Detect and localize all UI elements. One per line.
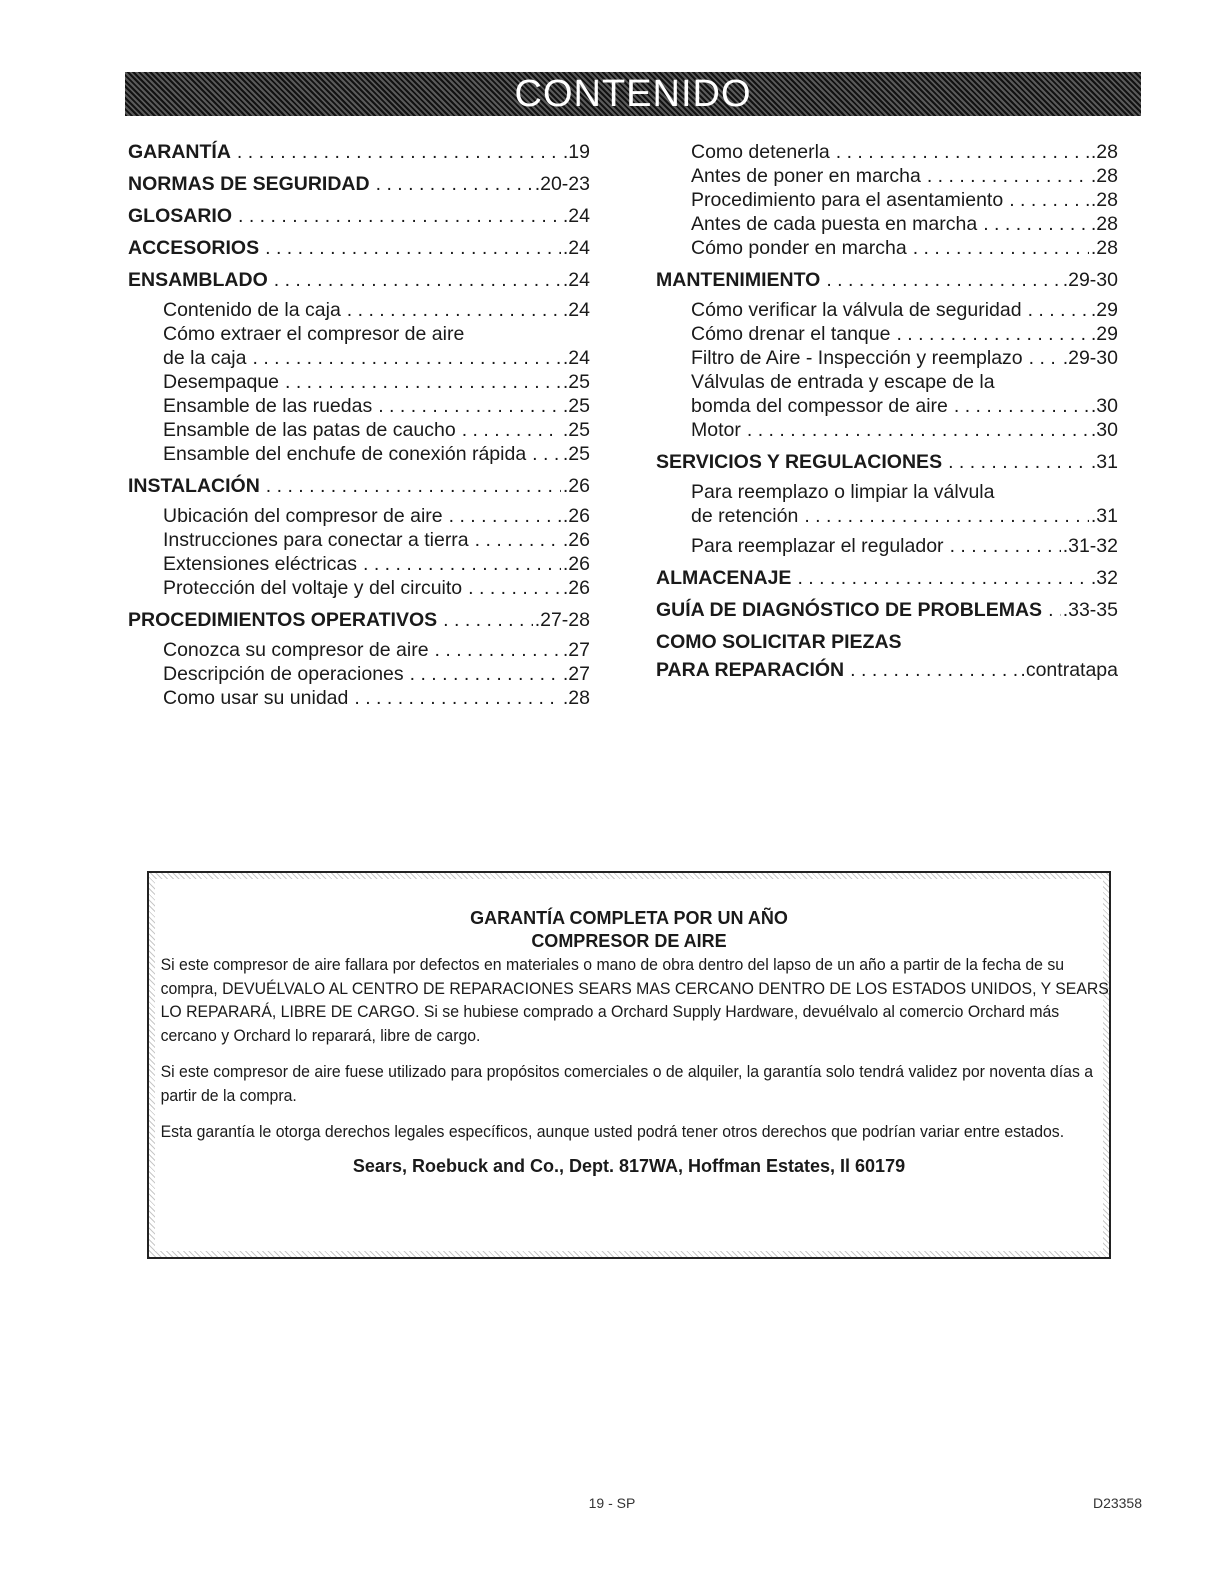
toc-entry-label: bomda del compessor de aire <box>691 395 948 417</box>
toc-entry-label: Como detenerla <box>691 141 830 163</box>
toc-leader-dots <box>410 662 561 686</box>
toc-entry-page: .28 <box>1090 213 1118 235</box>
toc-entry-label: Conozca su compresor de aire <box>163 639 429 661</box>
toc-entry-label: Motor <box>691 419 741 441</box>
toc-entry <box>656 212 1118 236</box>
toc-entry-page: .29-30 <box>1062 347 1118 369</box>
toc-entry-label: Ensamble del enchufe de conexión rápida <box>163 443 527 465</box>
toc-entry-page: .26 <box>562 529 590 551</box>
toc-entry-label: Descripción de operaciones <box>163 663 404 685</box>
toc-leader-dots <box>265 236 561 260</box>
toc-entry-label: Cómo extraer el compresor de aire <box>163 323 465 345</box>
toc-entry-page: .28 <box>1090 165 1118 187</box>
toc-entry-page: .32 <box>1090 567 1118 589</box>
toc-leader-dots <box>913 236 1089 260</box>
warranty-box <box>147 871 1111 1259</box>
toc-entry <box>128 418 590 442</box>
toc-entry-label: Instrucciones para conectar a tierra <box>163 529 469 551</box>
toc-entry-page: .25 <box>562 419 590 441</box>
toc-entry-page: .25 <box>562 371 590 393</box>
toc-entry <box>656 188 1118 212</box>
toc-leader-dots <box>896 322 1088 346</box>
toc-entry-label: Para reemplazo o limpiar la válvula <box>691 481 995 503</box>
toc-entry <box>128 236 590 260</box>
toc-entry-label: ENSAMBLADO <box>128 269 268 291</box>
toc-leader-dots <box>252 346 560 370</box>
toc-entry-label: INSTALACIÓN <box>128 475 260 497</box>
toc-entry-page: .24 <box>562 205 590 227</box>
toc-leader-dots <box>836 140 1089 164</box>
toc-entry-label: Ubicación del compresor de aire <box>163 505 443 527</box>
toc-entry-page: .31 <box>1090 451 1118 473</box>
toc-entry-label: Procedimiento para el asentamiento <box>691 189 1004 211</box>
toc-entry <box>656 658 1118 682</box>
toc-entry-page: .28 <box>1090 237 1118 259</box>
toc-leader-dots <box>237 140 561 164</box>
toc-entry <box>128 474 590 498</box>
toc-leader-dots <box>449 504 561 528</box>
toc-entry-page: .25 <box>562 443 590 465</box>
toc-entry <box>656 236 1118 260</box>
toc-leader-dots <box>1048 598 1061 622</box>
warranty-paragraph-1: Si este compresor de aire fallara por defectos en materiales o mano de obra dentro del lapso de un año a partir de la fecha de su compra, DEVUÉLVALO AL CENTRO DE REPARACIONES SEARS MAS CERCANO DENTRO DE LOS ESTADOS UNIDOS, Y SEARS LO REPARARÁ, LIBRE DE CARGO. Si se hubiese comprado a Orchard Supply Hardware, devuélvalo al comercio Orchard más cercano y Orchard lo reparará, libre de cargo. <box>160 955 1109 1045</box>
toc-entry <box>128 638 590 662</box>
toc-entry-label: Para reemplazar el regulador <box>691 535 944 557</box>
toc-entry-page: .26 <box>562 577 590 599</box>
toc-leader-dots <box>435 638 561 662</box>
toc-entry-page: .24 <box>562 237 590 259</box>
toc-entry-label: de la caja <box>163 347 247 369</box>
toc-entry-page: .26 <box>562 475 590 497</box>
toc-entry-page: .24 <box>562 347 590 369</box>
toc-entry <box>656 598 1118 622</box>
toc-entry-label: Extensiones eléctricas <box>163 553 358 575</box>
toc-entry-page: .29 <box>1090 323 1118 345</box>
toc-entry <box>128 608 590 632</box>
toc-entry <box>656 566 1118 590</box>
toc-entry-label: Ensamble de las patas de caucho <box>163 419 456 441</box>
toc-leader-dots <box>468 576 561 600</box>
toc-leader-dots <box>1029 346 1061 370</box>
toc-entry <box>656 370 1118 394</box>
toc-leader-dots <box>238 204 561 228</box>
toc-entry-label: GUÍA DE DIAGNÓSTICO DE PROBLEMAS <box>656 599 1043 621</box>
toc-entry-label: PARA REPARACIÓN <box>656 659 845 681</box>
page-title: CONTENIDO <box>514 72 752 115</box>
page-number: 19 - SP <box>588 1495 636 1511</box>
toc-entry-page: .33-35 <box>1062 599 1118 621</box>
toc-entry <box>128 504 590 528</box>
toc-entry-page: .28 <box>1090 189 1118 211</box>
toc-entry-page: .27-28 <box>534 609 590 631</box>
toc-entry-page: .24 <box>562 269 590 291</box>
warranty-paragraph-2: Si este compresor de aire fuese utilizado para propósitos comerciales o de alquiler, la garantía solo tendrá validez por noventa días a partir de la compra. <box>160 1062 1094 1105</box>
warranty-title-line1: GARANTÍA COMPLETA POR UN AÑO <box>470 908 788 928</box>
toc-entry <box>128 204 590 228</box>
toc-left-column <box>128 140 590 710</box>
toc-entry-page: .25 <box>562 395 590 417</box>
document-code: D23358 <box>1092 1495 1142 1511</box>
toc-entry-label: de retención <box>691 505 799 527</box>
toc-entry-label: Ensamble de las ruedas <box>163 395 373 417</box>
toc-leader-dots <box>347 298 561 322</box>
toc-leader-dots <box>927 164 1089 188</box>
warranty-paragraph-3: Esta garantía le otorga derechos legales específicos, aunque usted podrá tener otros derechos que podrían variar entre estados. <box>160 1122 1065 1141</box>
toc-entry-page: .19 <box>562 141 590 163</box>
toc-entry-label: Antes de cada puesta en marcha <box>691 213 978 235</box>
toc-entry-page: .contratapa <box>1020 659 1118 681</box>
toc-entry <box>128 662 590 686</box>
toc-leader-dots <box>285 370 561 394</box>
toc-entry-label: Válvulas de entrada y escape de la <box>691 371 995 393</box>
toc-entry-label: GLOSARIO <box>128 205 233 227</box>
toc-entry-label: NORMAS DE SEGURIDAD <box>128 173 370 195</box>
toc-entry-page: .29 <box>1090 299 1118 321</box>
toc-entry <box>656 534 1118 558</box>
toc-entry <box>656 418 1118 442</box>
toc-leader-dots <box>532 442 561 466</box>
toc-entry-page: .26 <box>562 553 590 575</box>
toc-entry <box>656 268 1118 292</box>
toc-entry <box>128 686 590 710</box>
toc-leader-dots <box>378 394 561 418</box>
toc-leader-dots <box>1009 188 1089 212</box>
toc-entry-label: SERVICIOS Y REGULACIONES <box>656 451 943 473</box>
warranty-title <box>155 907 1103 953</box>
toc-entry <box>128 576 590 600</box>
toc-entry-label: ALMACENAJE <box>656 567 792 589</box>
toc-entry <box>656 394 1118 418</box>
toc-entry-page: .31 <box>1090 505 1118 527</box>
toc-entry-page: .26 <box>562 505 590 527</box>
toc-leader-dots <box>266 474 561 498</box>
toc-entry <box>656 346 1118 370</box>
toc-entry-page: .27 <box>562 663 590 685</box>
contents-banner <box>125 72 1141 116</box>
toc-entry <box>128 298 590 322</box>
toc-leader-dots <box>462 418 561 442</box>
toc-entry-label: Contenido de la caja <box>163 299 341 321</box>
toc-entry-page: .30 <box>1090 395 1118 417</box>
toc-entry-label: Filtro de Aire - Inspección y reemplazo <box>691 347 1023 369</box>
toc-entry-page: .31-32 <box>1062 535 1118 557</box>
toc-entry-label: Protección del voltaje y del circuito <box>163 577 463 599</box>
toc-entry <box>128 552 590 576</box>
toc-entry-page: .20-23 <box>534 173 590 195</box>
toc-leader-dots <box>1028 298 1089 322</box>
toc-entry <box>128 528 590 552</box>
toc-entry-label: PROCEDIMIENTOS OPERATIVOS <box>128 609 438 631</box>
toc-right-column <box>656 140 1118 682</box>
toc-entry-label: ACCESORIOS <box>128 237 260 259</box>
warranty-title-line2: COMPRESOR DE AIRE <box>531 931 727 951</box>
toc-entry <box>128 346 590 370</box>
toc-entry <box>656 504 1118 528</box>
toc-leader-dots <box>954 394 1089 418</box>
toc-entry-label: Desempaque <box>163 371 279 393</box>
toc-leader-dots <box>850 658 1018 682</box>
toc-leader-dots <box>354 686 561 710</box>
toc-entry <box>128 140 590 164</box>
toc-entry <box>128 394 590 418</box>
toc-entry-page: .29-30 <box>1062 269 1118 291</box>
toc-entry-label: Cómo verificar la válvula de seguridad <box>691 299 1022 321</box>
toc-entry <box>128 370 590 394</box>
toc-leader-dots <box>376 172 533 196</box>
toc-entry-label: GARANTÍA <box>128 141 231 163</box>
toc-entry <box>656 450 1118 474</box>
toc-entry-page: .24 <box>562 299 590 321</box>
toc-entry-label: Antes de poner en marcha <box>691 165 921 187</box>
toc-entry <box>128 322 590 346</box>
toc-entry-label: Cómo ponder en marcha <box>691 237 907 259</box>
toc-entry-page: .28 <box>562 687 590 709</box>
toc-leader-dots <box>950 534 1061 558</box>
toc-leader-dots <box>797 566 1088 590</box>
toc-leader-dots <box>363 552 561 576</box>
toc-entry <box>656 480 1118 504</box>
toc-entry-label: Como usar su unidad <box>163 687 349 709</box>
toc-leader-dots <box>804 504 1089 528</box>
toc-entry <box>656 298 1118 322</box>
toc-entry-label: Cómo drenar el tanque <box>691 323 891 345</box>
toc-entry <box>656 164 1118 188</box>
toc-entry <box>656 322 1118 346</box>
toc-leader-dots <box>274 268 561 292</box>
toc-entry <box>128 268 590 292</box>
toc-entry <box>656 630 1118 654</box>
toc-entry <box>128 442 590 466</box>
toc-leader-dots <box>983 212 1089 236</box>
toc-entry <box>128 172 590 196</box>
toc-leader-dots <box>443 608 533 632</box>
toc-leader-dots <box>747 418 1089 442</box>
toc-entry-label: MANTENIMIENTO <box>656 269 821 291</box>
toc-entry <box>656 140 1118 164</box>
toc-entry-page: .27 <box>562 639 590 661</box>
toc-leader-dots <box>948 450 1089 474</box>
toc-entry-page: .30 <box>1090 419 1118 441</box>
toc-entry-label: COMO SOLICITAR PIEZAS <box>656 631 902 653</box>
toc-leader-dots <box>475 528 561 552</box>
toc-entry-page: .28 <box>1090 141 1118 163</box>
toc-leader-dots <box>826 268 1060 292</box>
warranty-content <box>155 879 1109 1251</box>
warranty-address: Sears, Roebuck and Co., Dept. 817WA, Hoffman Estates, Il 60179 <box>352 1155 906 1176</box>
